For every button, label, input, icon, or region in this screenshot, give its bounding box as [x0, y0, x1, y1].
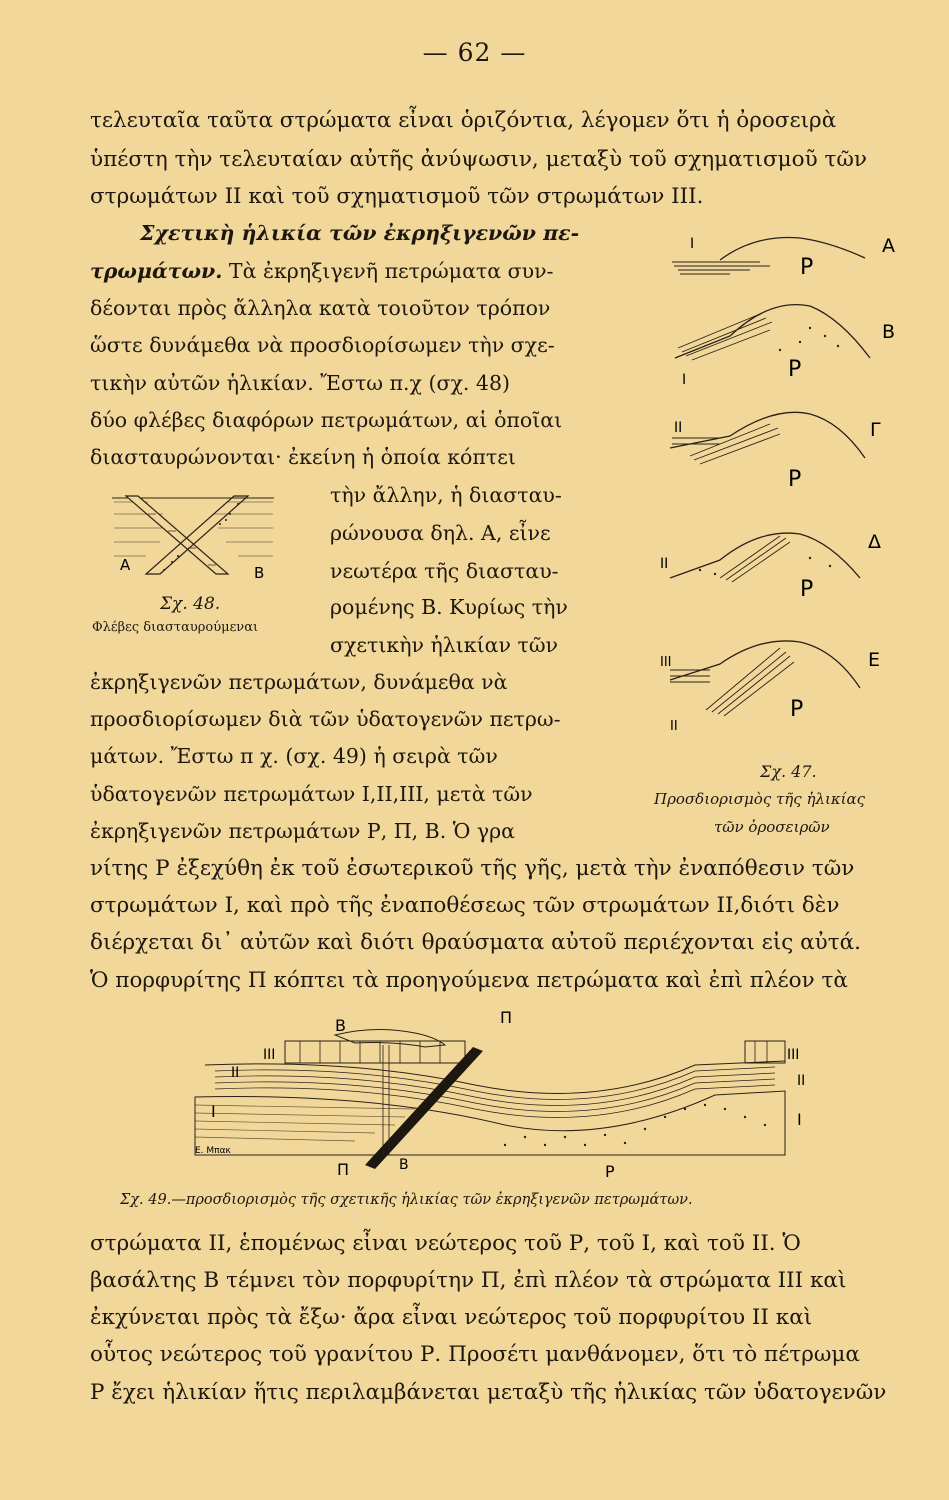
- fig47-panel-g: [670, 412, 881, 492]
- fig47-caption-line1: Προσδιορισμὸς τῆς ἡλικίας: [654, 790, 866, 808]
- text-line: στρώματα II, ἑπομένως εἶναι νεώτερος τοῦ Ρ, τοῦ I, καὶ τοῦ II. Ὁ: [90, 1231, 801, 1256]
- text-line: προσδιορίσωμεν διὰ τῶν ὑδατογενῶν πετρω-: [90, 707, 561, 731]
- text-line: ἐκρηξιγενῶν πετρωμάτων, δυνάμεθα νὰ: [90, 670, 508, 694]
- figure-47: [660, 218, 920, 758]
- text-line: νίτης Ρ ἐξεχύθη ἐκ τοῦ ἐσωτερικοῦ τῆς γῆς, μετὰ τὴν ἐναπόθεσιν τῶν: [90, 856, 855, 881]
- text-line: ὥστε δυνάμεθα νὰ προσδιορίσωμεν τὴν σχε-: [90, 333, 555, 357]
- text-line: ὑπέστη τὴν τελευταίαν αὐτῆς ἀνύψωσιν, μεταξὺ τοῦ σχηματισμοῦ τῶν: [90, 147, 867, 172]
- heading-line: τρωμάτων. Τὰ ἐκρηξιγενῆ πετρώματα συν-: [90, 259, 554, 283]
- layer-iii: [285, 1041, 785, 1063]
- layer-ii-label-right: II: [797, 1073, 806, 1089]
- text-line: διέρχεται δι᾽ αὐτῶν καὶ διότι θραύσματα αὐτοῦ περιέχονται εἰς αὐτά.: [90, 930, 861, 955]
- text-line: βασάλτης Β τέμνει τὸν πορφυρίτην Π, ἐπὶ πλέον τὰ στρώματα III καὶ: [90, 1268, 847, 1293]
- rock-p-label: P: [800, 255, 814, 280]
- text-line: δέονται πρὸς ἄλληλα κατὰ τοιοῦτον τρόπον: [90, 296, 551, 320]
- text-line: δύο φλέβες διαφόρων πετρωμάτων, αἱ ὁποῖαι: [90, 408, 563, 432]
- text-line: σχετικὴν ἡλικίαν τῶν: [330, 633, 558, 657]
- text-line: στρωμάτων II καὶ τοῦ σχηματισμοῦ τῶν στρωμάτων III.: [90, 184, 704, 209]
- section-heading: Σχετικὴ ἡλικία τῶν ἐκρηξιγενῶν πε-: [140, 221, 580, 245]
- panel-label: B: [882, 321, 896, 343]
- panel-label: A: [882, 235, 895, 257]
- basalt-flow: [335, 1029, 445, 1155]
- fig47-panel-d: [660, 531, 881, 602]
- text-line: Ρ ἔχει ἡλικίαν ἥτις περιλαμβάνεται μεταξὺ τῆς ἡλικίας τῶν ὑδατογενῶν: [90, 1380, 887, 1405]
- fig47-panel-e: [660, 641, 880, 734]
- layer-iii-label: III: [660, 655, 672, 670]
- vein-b-label: B: [254, 564, 265, 582]
- country-rock: [112, 496, 274, 574]
- rock-p-label: P: [788, 357, 802, 382]
- vein-a: [126, 496, 228, 574]
- layer-ii-label: II: [660, 556, 669, 572]
- fig48-caption-text: Φλέβες διασταυρούμεναι: [92, 620, 259, 635]
- porphyrite-top-label: Π: [500, 1008, 513, 1027]
- layer-ii-label: II: [674, 420, 683, 436]
- text-line: οὗτος νεώτερος τοῦ γρανίτου Ρ. Προσέτι μανθάνομεν, ὅτι τὸ πέτρωμα: [90, 1342, 860, 1367]
- layer-i-label: I: [211, 1102, 216, 1121]
- heading-continuation: τρωμάτων.: [90, 259, 223, 283]
- engraver-signature: Ε. Μπακ: [195, 1146, 231, 1156]
- text-line: τικὴν αὐτῶν ἡλικίαν. Ἔστω π.χ (σχ. 48): [90, 371, 510, 395]
- panel-label: E: [868, 649, 881, 671]
- text-line: τελευταῖα ταῦτα στρώματα εἶναι ὁριζόντια, λέγομεν ὅτι ἡ ὀροσειρὰ: [90, 108, 837, 133]
- text-line: ὑδατογενῶν πετρωμάτων I,II,III, μετὰ τῶν: [90, 782, 533, 806]
- layer-i: [195, 1091, 785, 1155]
- figure-49: [175, 1005, 825, 1185]
- figure-48: [108, 490, 278, 590]
- page-number: — 62 —: [422, 38, 527, 67]
- text-line: ρώνουσα δηλ. Α, εἶνε: [330, 521, 551, 545]
- text-line: ρομένης Β. Κυρίως τὴν: [330, 595, 568, 619]
- vein-b: [146, 496, 248, 574]
- text-line: μάτων. Ἔστω π χ. (σχ. 49) ἡ σειρὰ τῶν: [90, 744, 498, 768]
- text-line: ἐκρηξιγενῶν πετρωμάτων Ρ, Π, Β. Ὁ γρα: [90, 819, 516, 843]
- layer-ii-label: II: [231, 1065, 240, 1081]
- text-line: στρωμάτων I, καὶ πρὸ τῆς ἐναποθέσεως τῶν στρωμάτων II,διότι δὲν: [90, 893, 840, 918]
- layer-ii-label: II: [670, 719, 678, 734]
- text-line: ἐκχύνεται πρὸς τὰ ἔξω· ἄρα εἶναι νεώτερος τοῦ πορφυρίτου II καὶ: [90, 1305, 813, 1330]
- layer-i-label: I: [682, 372, 687, 388]
- layer-i-label-right: I: [797, 1110, 802, 1129]
- fig47-panel-a: [672, 235, 895, 280]
- fig49-caption: Σχ. 49.—προσδιορισμὸς τῆς σχετικῆς ἡλικίας τῶν ἐκρηξιγενῶν πετρωμάτων.: [120, 1192, 693, 1208]
- rock-p-label: P: [788, 467, 802, 492]
- text-line: νεωτέρα τῆς διασταυ-: [330, 559, 559, 583]
- text-line: τὴν ἄλλην, ἡ διασταυ-: [330, 483, 562, 507]
- rock-p-label: P: [790, 697, 804, 722]
- layer-iii-label-right: III: [787, 1047, 800, 1063]
- layer-i-label: I: [690, 236, 695, 252]
- fig47-panel-b: [675, 305, 895, 388]
- basalt-bottom-label: B: [399, 1157, 409, 1173]
- granite-dots: [504, 1104, 766, 1146]
- text-line: Ὁ πορφυρίτης Π κόπτει τὰ προηγούμενα πετρώματα καὶ ἐπὶ πλέον τὰ: [90, 968, 848, 993]
- rock-p-label: P: [800, 577, 814, 602]
- panel-label: Γ: [870, 419, 881, 441]
- fig47-caption-line2: τῶν ὀροσειρῶν: [714, 818, 830, 836]
- text-line: διασταυρώνονται· ἐκείνη ἡ ὁποία κόπτει: [90, 445, 516, 469]
- vein-a-label: A: [120, 556, 131, 574]
- fig47-caption-number: Σχ. 47.: [760, 762, 817, 781]
- porphyrite-bottom-label: Π: [337, 1160, 350, 1179]
- panel-label: Δ: [868, 531, 881, 553]
- granite-label: P: [605, 1162, 615, 1181]
- layer-iii-label: III: [263, 1047, 276, 1063]
- basalt-top-label: B: [335, 1016, 346, 1035]
- fig48-caption-number: Σχ. 48.: [160, 594, 221, 614]
- layer-ii: [205, 1061, 785, 1117]
